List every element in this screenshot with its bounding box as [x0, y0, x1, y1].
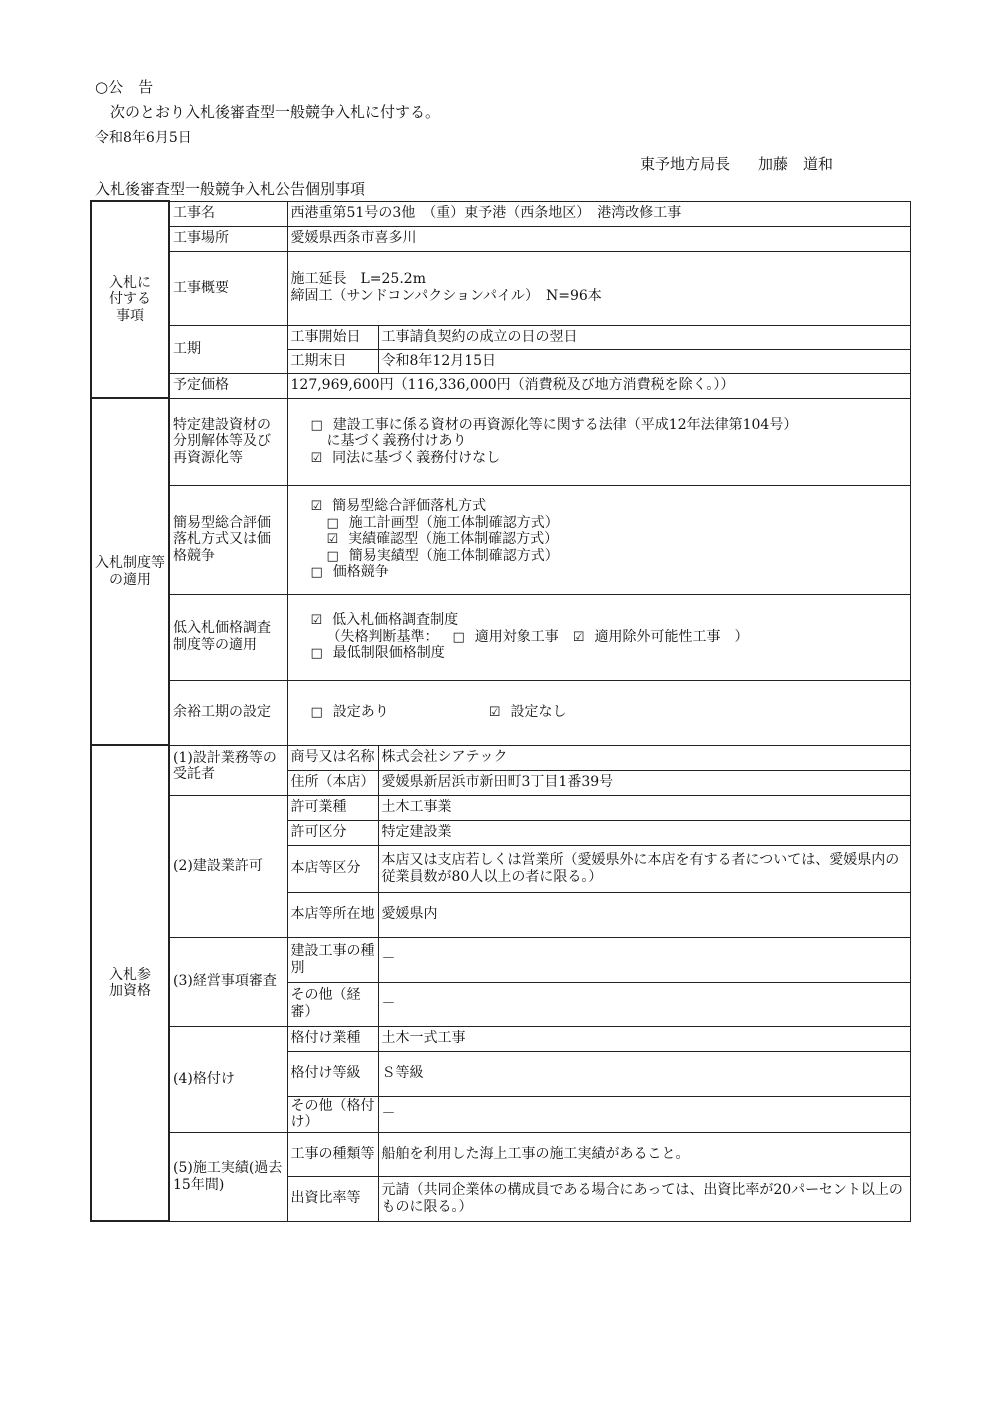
- recycle-option-2: [291, 450, 907, 467]
- overview-label: 工事概要: [169, 251, 287, 325]
- design-addr-value: 愛媛県新居浜市新田町3丁目1番39号: [378, 770, 910, 795]
- overview-value: [287, 251, 910, 325]
- notice-date: 令和8年6月5日: [95, 130, 192, 146]
- recycle-options: [287, 398, 910, 485]
- mgmt-other-label: その他（経審）: [287, 982, 378, 1026]
- low-sub-option-2: 適用除外可能性工事 ）: [594, 628, 749, 645]
- design-label: (1)設計業務等の受託者: [169, 745, 287, 795]
- margin-option-2-text: 設定なし: [510, 704, 567, 721]
- record-ratio-label: 出資比率等: [287, 1176, 378, 1221]
- overview-line-2: 締固工（サンドコンパクションパイル） N=96本: [290, 288, 602, 304]
- issuer-name: 加藤 道和: [758, 155, 834, 173]
- eval-sub-1: [291, 515, 907, 532]
- eval-sub-2-text: 実績確認型（施工体制確認方式）: [348, 531, 559, 548]
- notice-body: 次のとおり入札後審査型一般競争入札に付する。: [110, 103, 441, 121]
- eval-label: 簡易型総合評価落札方式又は価格競争: [169, 485, 287, 594]
- record-label: (5)施工実績(過去15年間): [169, 1132, 287, 1221]
- eval-option-2: [291, 564, 907, 581]
- rating-other-value: －: [378, 1096, 910, 1132]
- mgmt-other-value: －: [378, 982, 910, 1026]
- work-name-label: 工事名: [169, 201, 287, 226]
- rating-type-value: 土木一式工事: [378, 1026, 910, 1051]
- mgmt-type-label: 建設工事の種別: [287, 937, 378, 982]
- recycle-label: 特定建設資材の分別解体等及び再資源化等: [169, 398, 287, 485]
- period-start-label: 工事開始日: [287, 325, 378, 349]
- notice-title: ○公 告: [95, 78, 154, 96]
- mgmt-label: (3)経営事項審査: [169, 937, 287, 1026]
- period-start-value: 工事請負契約の成立の日の翌日: [378, 325, 910, 349]
- design-name-label: 商号又は名称: [287, 745, 378, 770]
- rating-label: (4)格付け: [169, 1026, 287, 1132]
- eval-option-2-text: 価格競争: [332, 564, 389, 581]
- period-end-label: 工期末日: [287, 349, 378, 373]
- license-label: (2)建設業許可: [169, 795, 287, 937]
- issuer-title: 東予地方局長: [640, 155, 731, 173]
- record-type-label: 工事の種類等: [287, 1132, 378, 1176]
- checkbox-checked-icon: ☑: [572, 629, 585, 645]
- low-sub-option-1: 適用対象工事: [474, 628, 559, 645]
- issuer: [640, 153, 833, 174]
- eval-sub-1-text: 施工計画型（施工体制確認方式）: [348, 514, 559, 531]
- checkbox-unchecked-icon: □: [452, 629, 465, 645]
- eval-sub-2: [291, 531, 907, 548]
- license-class-label: 許可区分: [287, 820, 378, 845]
- price-value: 127,969,600円（116,336,000円（消費税及び地方消費税を除く。））: [287, 373, 910, 398]
- rating-grade-label: 格付け等級: [287, 1051, 378, 1096]
- margin-options: [287, 680, 910, 745]
- office-loc-label: 本店等所在地: [287, 892, 378, 937]
- low-option-2: [291, 645, 907, 662]
- margin-option-row: [291, 704, 907, 721]
- price-label: 予定価格: [169, 373, 287, 398]
- rating-grade-value: Ｓ等級: [378, 1051, 910, 1096]
- design-addr-label: 住所（本店）: [287, 770, 378, 795]
- table-caption: 入札後審査型一般競争入札公告個別事項: [95, 180, 366, 198]
- checkbox-unchecked-icon: □: [326, 548, 339, 564]
- eval-options: [287, 485, 910, 594]
- low-label: 低入札価格調査制度等の適用: [169, 594, 287, 680]
- office-class-value: 本店又は支店若しくは営業所（愛媛県外に本店を有する者については、愛媛県内の従業員数が80人以上の者に限る。）: [378, 845, 910, 892]
- recycle-option-2-text: 同法に基づく義務付けなし: [332, 449, 501, 466]
- checkbox-checked-icon: ☑: [310, 613, 323, 629]
- eval-sub-3: [291, 548, 907, 565]
- low-sub: [291, 629, 907, 646]
- checkbox-checked-icon: ☑: [310, 450, 323, 466]
- recycle-option-1-text: 建設工事に係る資材の再資源化等に関する法律（平成12年法律第104号）: [332, 416, 798, 433]
- overview-line-1: 施工延長 L=25.2m: [290, 271, 426, 288]
- checkbox-unchecked-icon: □: [310, 565, 323, 581]
- recycle-option-1: [291, 417, 907, 434]
- record-type-value: 船舶を利用した海上工事の施工実績があること。: [378, 1132, 910, 1176]
- recycle-option-1-cont: に基づく義務付けあり: [326, 433, 467, 450]
- low-option-1-text: 低入札価格調査制度: [332, 612, 459, 629]
- eval-option-1-text: 簡易型総合評価落札方式: [332, 498, 487, 515]
- low-options: [287, 594, 910, 680]
- license-class-value: 特定建設業: [378, 820, 910, 845]
- eval-sub-3-text: 簡易実績型（施工体制確認方式）: [348, 547, 559, 564]
- mgmt-type-value: －: [378, 937, 910, 982]
- eval-option-1: [291, 498, 907, 515]
- margin-label: 余裕工期の設定: [169, 680, 287, 745]
- work-name-value: 西港重第51号の3他 （重）東予港（西条地区） 港湾改修工事: [287, 201, 910, 226]
- checkbox-unchecked-icon: □: [310, 646, 323, 662]
- notice-table: [90, 200, 911, 1222]
- low-option-1: [291, 612, 907, 629]
- rating-other-label: その他（格付け）: [287, 1096, 378, 1132]
- section-system-category: 入札制度等の適用: [91, 398, 169, 745]
- checkbox-unchecked-icon: □: [310, 417, 323, 433]
- license-type-label: 許可業種: [287, 795, 378, 820]
- design-name-value: 株式会社シアテック: [378, 745, 910, 770]
- record-ratio-value: 元請（共同企業体の構成員である場合にあっては、出資比率が20パーセント以上のものに限る。）: [378, 1176, 910, 1221]
- period-label: 工期: [169, 325, 287, 373]
- section-bid-category: 入札に付する事項: [91, 201, 169, 398]
- office-class-label: 本店等区分: [287, 845, 378, 892]
- low-sub-prefix: （失格判断基準：: [326, 628, 439, 645]
- rating-type-label: 格付け業種: [287, 1026, 378, 1051]
- section-qualification-category: 入札参加資格: [91, 745, 169, 1221]
- location-value: 愛媛県西条市喜多川: [287, 226, 910, 251]
- location-label: 工事場所: [169, 226, 287, 251]
- margin-option-1-text: 設定あり: [332, 704, 389, 721]
- checkbox-checked-icon: ☑: [326, 532, 339, 548]
- checkbox-unchecked-icon: □: [310, 705, 323, 721]
- checkbox-unchecked-icon: □: [326, 515, 339, 531]
- checkbox-checked-icon: ☑: [310, 499, 323, 515]
- office-loc-value: 愛媛県内: [378, 892, 910, 937]
- period-end-value: 令和8年12月15日: [378, 349, 910, 373]
- license-type-value: 土木工事業: [378, 795, 910, 820]
- low-option-2-text: 最低制限価格制度: [332, 645, 445, 662]
- checkbox-checked-icon: ☑: [488, 705, 501, 721]
